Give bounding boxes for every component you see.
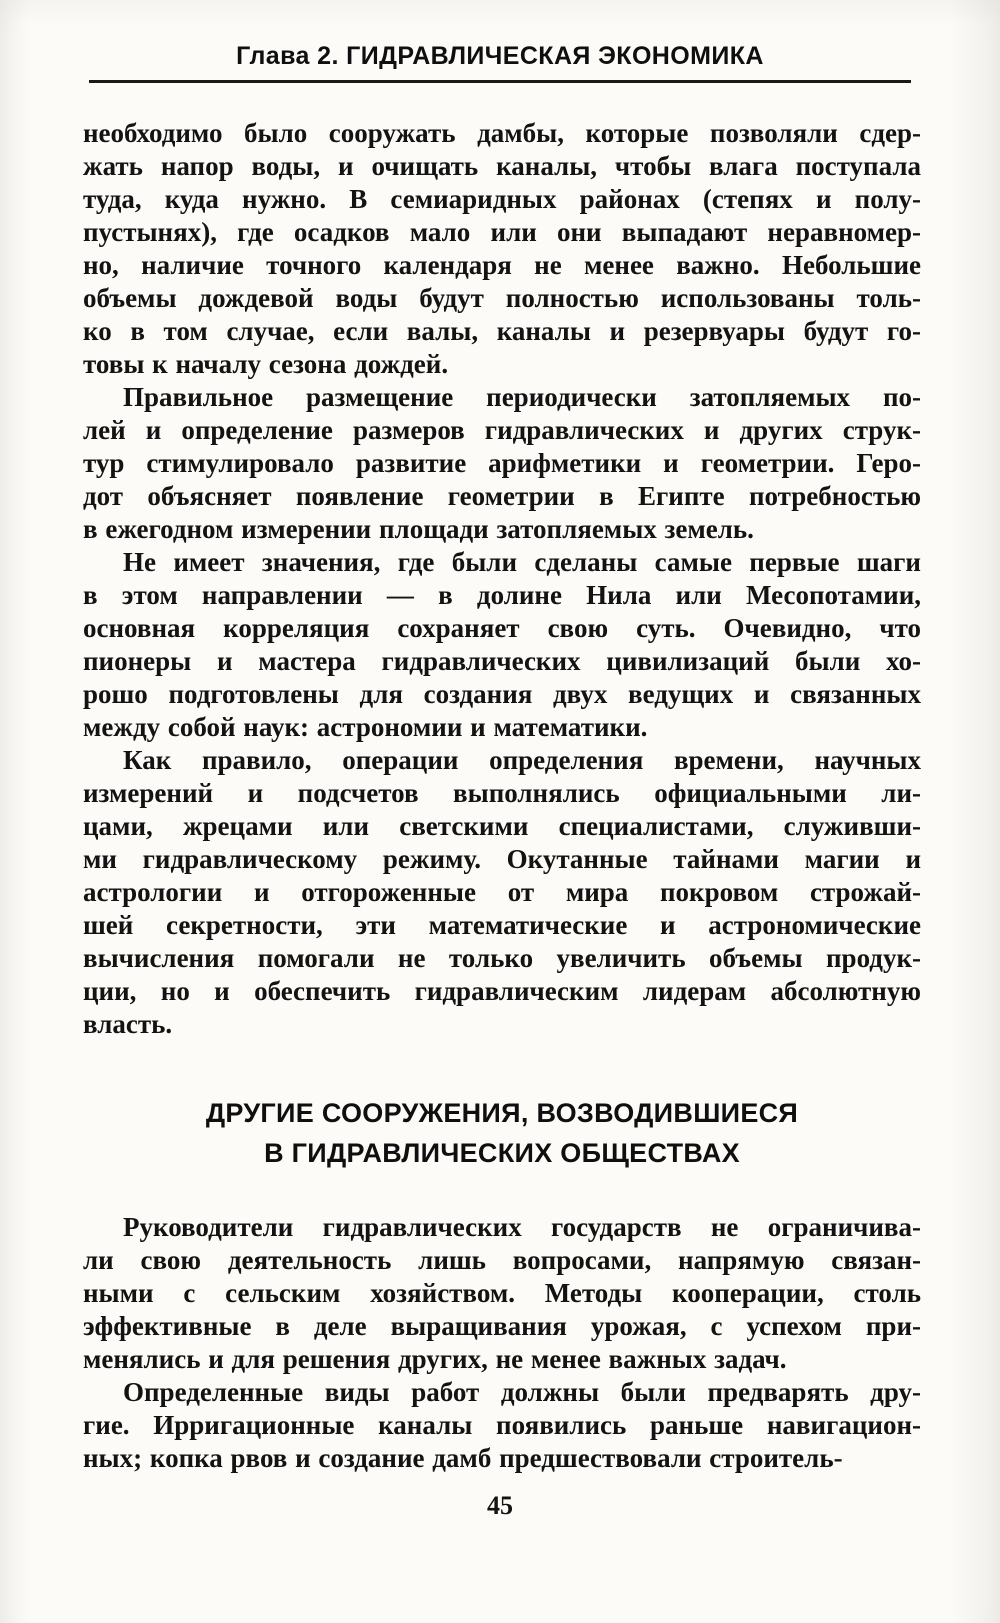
text-line: ции, но и обеспечить гидравлическим лидерам абсолютную	[83, 976, 921, 1006]
section-heading-line: В ГИДРАВЛИЧЕСКИХ ОБЩЕСТВАХ	[264, 1138, 740, 1168]
text-line: цами, жрецами или светскими специалистами, служивши-	[83, 811, 921, 841]
text-line: ных; копка рвов и создание дамб предшествовали строитель-	[83, 1443, 843, 1473]
text-line: астрологии и отгороженные от мира покровом строжай-	[83, 877, 921, 907]
text-line: туда, куда нужно. В семиаридных районах (степях и полу-	[83, 184, 921, 214]
paragraph	[83, 117, 921, 381]
text-line: Не имеет значения, где были сделаны самые первые шаги	[123, 547, 921, 577]
section-heading-line: ДРУГИЕ СООРУЖЕНИЯ, ВОЗВОДИВШИЕСЯ	[205, 1098, 799, 1128]
text-line: власть.	[83, 1009, 173, 1039]
page-number: 45	[487, 1491, 513, 1520]
text-line: Определенные виды работ должны были предварять дру-	[123, 1377, 921, 1407]
text-line: товы к началу сезона дождей.	[83, 349, 449, 379]
text-line: ными с сельским хозяйством. Методы кооперации, столь	[83, 1278, 921, 1308]
paragraph	[83, 546, 921, 744]
text-line: но, наличие точного календаря не менее важно. Небольшие	[83, 250, 921, 280]
section-heading	[83, 1093, 921, 1173]
paragraph	[83, 1211, 921, 1376]
text-line: ми гидравлическому режиму. Окутанные тайнами магии и	[83, 844, 921, 874]
text-line: тур стимулировало развитие арифметики и геометрии. Геро-	[83, 448, 921, 478]
text-line: между собой наук: астрономии и математики.	[83, 712, 648, 742]
text-line: лей и определение размеров гидравлических и других струк-	[83, 415, 921, 445]
text-line: жать напор воды, и очищать каналы, чтобы влага поступала	[83, 151, 921, 181]
header-rule	[89, 80, 911, 83]
text-line: пионеры и мастера гидравлических цивилизаций были хо-	[83, 646, 921, 676]
text-line: в этом направлении — в долине Нила или Месопотамии,	[83, 580, 921, 610]
text-line: измерений и подсчетов выполнялись официальными ли-	[83, 778, 921, 808]
text-line: менялись и для решения других, не менее важных задач.	[83, 1344, 787, 1374]
text-line: ко в том случае, если валы, каналы и резервуары будут го-	[83, 316, 921, 346]
paragraph	[83, 744, 921, 1041]
text-line: Правильное размещение периодически затопляемых по-	[123, 382, 921, 412]
text-line: вычисления помогали не только увеличить объемы продук-	[83, 943, 921, 973]
text-line: дот объясняет появление геометрии в Египте потребностью	[83, 481, 921, 511]
text-line: рошо подготовлены для создания двух ведущих и связанных	[83, 679, 921, 709]
text-line: основная корреляция сохраняет свою суть. Очевидно, что	[83, 613, 921, 643]
paragraph	[83, 1376, 921, 1475]
text-line: объемы дождевой воды будут полностью использованы толь-	[83, 283, 921, 313]
text-line: эффективные в деле выращивания урожая, с успехом при-	[83, 1311, 921, 1341]
chapter-header: Глава 2. ГИДРАВЛИЧЕСКАЯ ЭКОНОМИКА	[236, 42, 764, 70]
text-line: гие. Ирригационные каналы появились раньше навигацион-	[83, 1410, 921, 1440]
text-line: необходимо было сооружать дамбы, которые позволяли сдер-	[83, 118, 921, 148]
text-block	[83, 117, 921, 1475]
text-line: Руководители гидравлических государств не ограничива-	[123, 1212, 921, 1242]
text-line: Как правило, операции определения времени, научных	[123, 745, 921, 775]
text-line: пустынях), где осадков мало или они выпадают неравномер-	[83, 217, 921, 247]
paragraph	[83, 381, 921, 546]
text-line: в ежегодном измерении площади затопляемых земель.	[83, 514, 754, 544]
text-line: ли свою деятельность лишь вопросами, напрямую связан-	[83, 1245, 921, 1275]
text-line: шей секретности, эти математические и астрономические	[83, 910, 921, 940]
